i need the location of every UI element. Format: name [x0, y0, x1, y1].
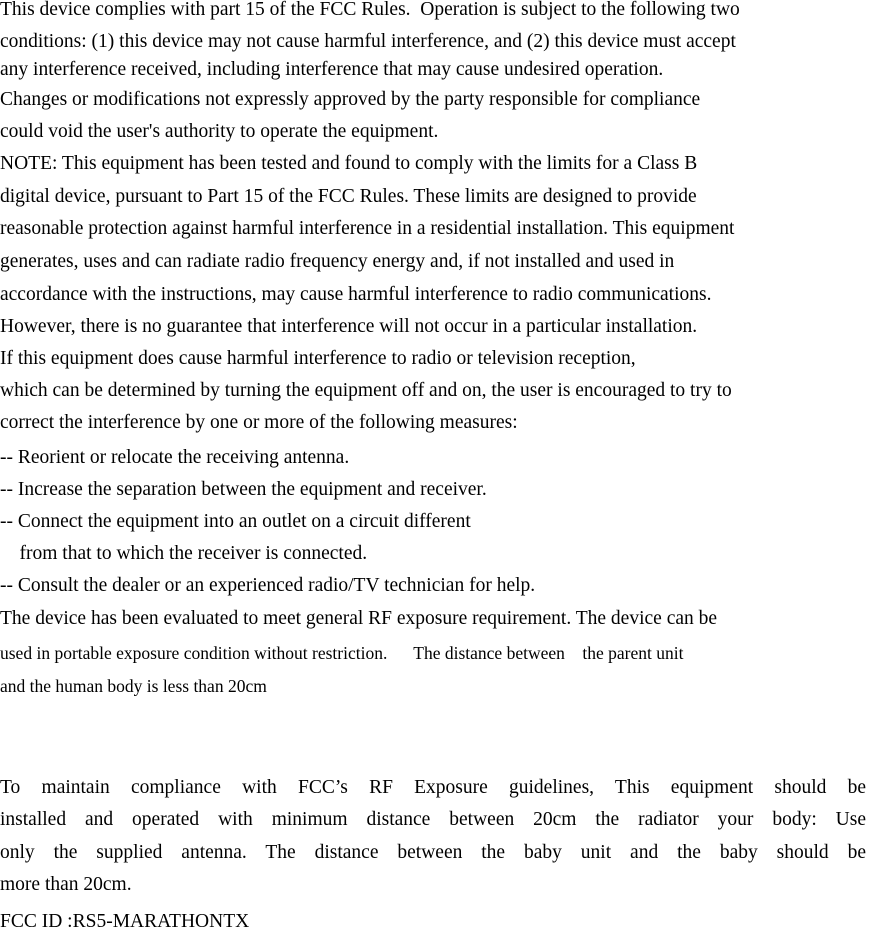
- rf-exposure-line: To maintain compliance with FCC’s RF Exposure guidelines, This equipment should be: [0, 777, 866, 798]
- fcc-id: FCC ID :RS5-MARATHONTX: [0, 911, 250, 932]
- measure-item: -- Connect the equipment into an outlet on a circuit different: [0, 511, 471, 532]
- text-line: accordance with the instructions, may cause harmful interference to radio communications.: [0, 284, 712, 305]
- text-line: The device has been evaluated to meet general RF exposure requirement. The device can be: [0, 608, 718, 629]
- text-line: If this equipment does cause harmful interference to radio or television reception,: [0, 348, 636, 369]
- measure-item: -- Consult the dealer or an experienced radio/TV technician for help.: [0, 575, 536, 596]
- text-line: This device complies with part 15 of the FCC Rules. Operation is subject to the following two: [0, 0, 740, 20]
- rf-exposure-line: only the supplied antenna. The distance between the baby unit and the baby should be: [0, 842, 866, 863]
- measure-item: -- Increase the separation between the equipment and receiver.: [0, 479, 487, 500]
- text-line: Changes or modifications not expressly approved by the party responsible for compliance: [0, 89, 701, 110]
- text-line: correct the interference by one or more of the following measures:: [0, 412, 518, 433]
- text-line: used in portable exposure condition without restriction. The distance between the parent unit: [0, 643, 684, 663]
- measure-item: -- Reorient or relocate the receiving antenna.: [0, 447, 350, 468]
- text-line: and the human body is less than 20cm: [0, 676, 267, 696]
- text-line: could void the user's authority to operate the equipment.: [0, 121, 439, 142]
- rf-exposure-line: more than 20cm.: [0, 874, 132, 895]
- measure-item-continuation: from that to which the receiver is connected.: [0, 543, 368, 564]
- text-line: However, there is no guarantee that interference will not occur in a particular installation.: [0, 316, 698, 337]
- text-line: which can be determined by turning the equipment off and on, the user is encouraged to try to: [0, 380, 732, 401]
- text-line: NOTE: This equipment has been tested and found to comply with the limits for a Class B: [0, 153, 698, 174]
- text-line: generates, uses and can radiate radio frequency energy and, if not installed and used in: [0, 251, 675, 272]
- text-line: digital device, pursuant to Part 15 of the FCC Rules. These limits are designed to provide: [0, 186, 697, 207]
- rf-exposure-line: installed and operated with minimum distance between 20cm the radiator your body: Use: [0, 809, 866, 830]
- text-line: reasonable protection against harmful interference in a residential installation. This equipment: [0, 218, 735, 239]
- text-line: any interference received, including interference that may cause undesired operation.: [0, 59, 664, 80]
- text-line: conditions: (1) this device may not cause harmful interference, and (2) this device must accept: [0, 31, 736, 52]
